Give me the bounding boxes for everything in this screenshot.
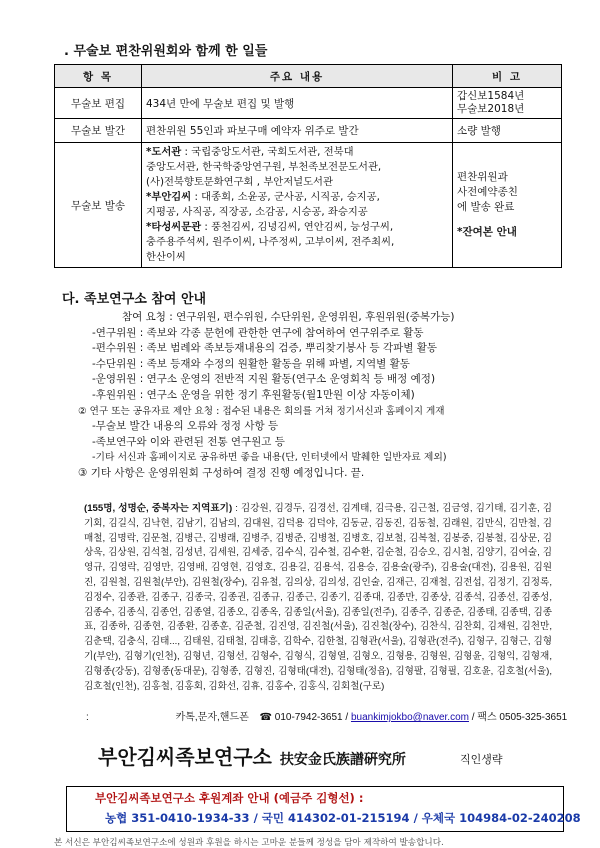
phone-number: 010-7942-3651 [274, 712, 343, 723]
row-note-line: 편찬위원과 [457, 171, 508, 183]
body-line: ② 연구 또는 공유자료 제안 요청 : 접수된 내용은 회의를 거쳐 정기서신과 홈페이지 게재 [78, 405, 445, 417]
row-note-line: 사전예약종친 [457, 186, 518, 198]
header-note: 비 고 [453, 65, 562, 88]
donation-accounts: 농협 351-0410-1934-33 / 국민 414302-01-215194 / 우체국 104984-02-240208 [105, 811, 581, 825]
phone-icon: ☎ [259, 712, 272, 723]
buan-label: *부안김씨 [146, 191, 192, 203]
participation-body [64, 310, 564, 482]
body-line: -편수위원 : 족보 범례와 족보등재내용의 검증, 뿌리찾기봉사 등 각파별 활동 [92, 342, 437, 355]
body-line: -운영위원 : 연구소 운영의 전반적 지원 활동(연구소 운영회칙 등 배정 예정) [92, 373, 436, 386]
table-row [55, 143, 562, 268]
body-line: -연구위원 : 족보와 각종 문헌에 관한한 연구에 참여하여 연구위주로 활동 [92, 326, 424, 339]
table-header-row [55, 65, 562, 88]
body-line: -무술보 발간 내용의 오류와 정정 사항 등 [92, 420, 279, 433]
donation-title: 부안김씨족보연구소 후원계좌 안내 (예금주 김형선) : [95, 791, 364, 805]
library-text-cont: (사)전북향토문화연구회 , 부안저널도서관 [146, 176, 333, 188]
institute-name-text: 부안김씨족보연구소 [98, 745, 272, 769]
row-content [142, 143, 453, 268]
row-item: 무술보 발송 [55, 143, 142, 268]
other-clan-text-cont: 한산이씨 [146, 251, 186, 263]
body-line: -후원위원 : 연구소 운영을 위한 정기 후원활동(월1만원 이상 자동이체) [92, 388, 415, 401]
section2-title: 다. 족보연구소 참여 안내 [62, 292, 207, 307]
contact-channel: 카톡,문자,핸드폰 [175, 712, 249, 723]
contact-colon: : [86, 712, 89, 723]
row-note: 소량 발행 [453, 119, 562, 143]
contact-line: : 카톡,문자,핸드폰 ☎ 010-7942-3651 / buankimjokbo@naver.com / 팩스 0505-325-3651 [86, 712, 568, 723]
activity-table [54, 64, 562, 268]
body-line: -기타 서신과 홈페이지로 공유하면 좋을 내용(단, 인터넷에서 발췌한 일반자료 제외) [92, 452, 447, 464]
header-content: 주요 내용 [142, 65, 453, 88]
row-note-line: 에 발송 완료 [457, 201, 515, 213]
row-note [453, 143, 562, 268]
other-clan-text: : 풍천김씨, 김녕김씨, 연안김씨, 능성구씨, [201, 221, 394, 233]
footer-note: 본 서신은 부안김씨족보연구소에 성원과 후원을 하시는 고마운 분들께 정성을 담아 제작하여 발송합니다. [54, 838, 444, 848]
library-text: : 국립중앙도서관, 국회도서관, 전북대 [181, 146, 354, 158]
institute-hanja: 扶安金氏族譜硏究所 [279, 752, 406, 768]
table-row [55, 119, 562, 143]
donation-box [66, 786, 581, 832]
row-item: 무술보 편집 [55, 88, 142, 119]
other-clan-text-cont: 충주용주석씨, 원주이씨, 나주정씨, 고부이씨, 전주최씨, [146, 236, 395, 248]
section1-title: . 무술보 편찬위원회와 함께 한 일들 [64, 44, 268, 59]
seal-omitted-note: 직인생략 [460, 753, 503, 766]
row-note [453, 88, 562, 119]
table-row [55, 88, 562, 119]
remaining-copies-note: *잔여본 안내 [457, 226, 517, 238]
row-note-line: 갑신보1584년 [457, 90, 525, 102]
library-label: *도서관 [146, 146, 182, 158]
library-text-cont: 중앙도서관, 한국학중앙연구원, 부천족보전문도서관, [146, 161, 382, 173]
buan-text: : 대종회, 소윤공, 군사공, 시직공, 승지공, [191, 191, 380, 203]
other-clan-label: *타성씨문관 [146, 221, 202, 233]
header-item: 항 목 [55, 65, 142, 88]
donor-names: : 김강원, 김경두, 김경선, 김계태, 김극용, 김근철, 김금영, 김기태, 김기훈, 김기회, 김길식, 김낙현, 김남기, 김남의, 김대원, 김덕용 김덕야, 김동균, 김동진, 김동철, 김래원, 김만식, 김만철, 김매철, 김명락, 김문철, 김병근, 김병래, 김병주, 김병준, 김병철, 김병호, 김보철, 김복철, 김봉중, 김봉철, 김상문, 김상욱, 김상원, 김석철, 김성년, 김세원, 김세중, 김수식, 김수철, 김수환, 김순철, 김승오, 김시철, 김양기, 김여술, 김영규, 김영락, 김영만, 김영배, 김영현, 김영호, 김용길, 김용석, 김용승, 김용술(광주), 김용술(대전), 김용원, 김원진, 김원철, 김원철(부안), 김원철(장수), 김유철, 김의상, 김의성, 김인술, 김재근, 김재철, 김전섭, 김정기, 김정록, 김정수, 김종관, 김종구, 김종국, 김종권, 김종규, 김종근, 김종기, 김종대, 김종만, 김종상, 김종석, 김종선, 김종성, 김종수, 김종식, 김종언, 김종열, 김종오, 김종옥, 김종일(서울), 김종일(전주), 김종주, 김종준, 김종태, 김종택, 김종표, 김종하, 김종현, 김종환, 김종훈, 김준철, 김진영, 김진철(서울), 김진철(장수), 김찬식, 김찬회, 김채원, 김천만, 김춘택, 김충식, 김태..., 김태원, 김태철, 김태흥, 김학수, 김한철, 김형관(서울), 김형관(전주), 김형구, 김형근, 김형기(부안), 김형기(인천), 김형년, 김형선, 김형수, 김형식, 김형열, 김형오, 김형용, 김형원, 김형윤, 김형익, 김형재, 김형종(강동), 김형종(동대문), 김형종, 김형진, 김형태(대전), 김형태(정읍), 김형팔, 김형필, 김호윤, 김호철(서울), 김호철(인천), 김홍철, 김홍회, 김화선, 김휴, 김홍수, 김홍식, 김회철(구로) [84, 503, 553, 692]
row-content: 434년 만에 무술보 편집 및 발행 [142, 88, 453, 119]
donor-list [84, 502, 552, 694]
row-content: 편찬위원 55인과 파보구매 예약자 위주로 발간 [142, 119, 453, 143]
email-link[interactable]: buankimjokbo@naver.com [350, 712, 469, 723]
fax-number: / 팩스 0505-325-3651 [471, 712, 568, 723]
row-note-line: 무술보2018년 [457, 103, 525, 115]
body-line: -족보연구와 이와 관련된 전통 연구원고 등 [92, 435, 285, 448]
row-item: 무술보 발간 [55, 119, 142, 143]
donor-list-heading: (155명, 성명순, 중복자는 지역표기) [84, 503, 233, 514]
body-line: -수단위원 : 족보 등재와 수정의 원활한 활동을 위해 파별, 지역별 활동 [92, 357, 410, 370]
body-line: ③ 기타 사항은 운영위원회 구성하여 결정 진행 예정입니다. 끝. [78, 466, 365, 479]
body-line: 참여 요청 : 연구위원, 편수위원, 수단위원, 운영위원, 후원위원(중복가능) [122, 311, 455, 323]
institute-name [98, 741, 406, 770]
buan-text-cont: 지평공, 사직공, 직장공, 소감공, 시승공, 좌승지공 [146, 206, 368, 218]
